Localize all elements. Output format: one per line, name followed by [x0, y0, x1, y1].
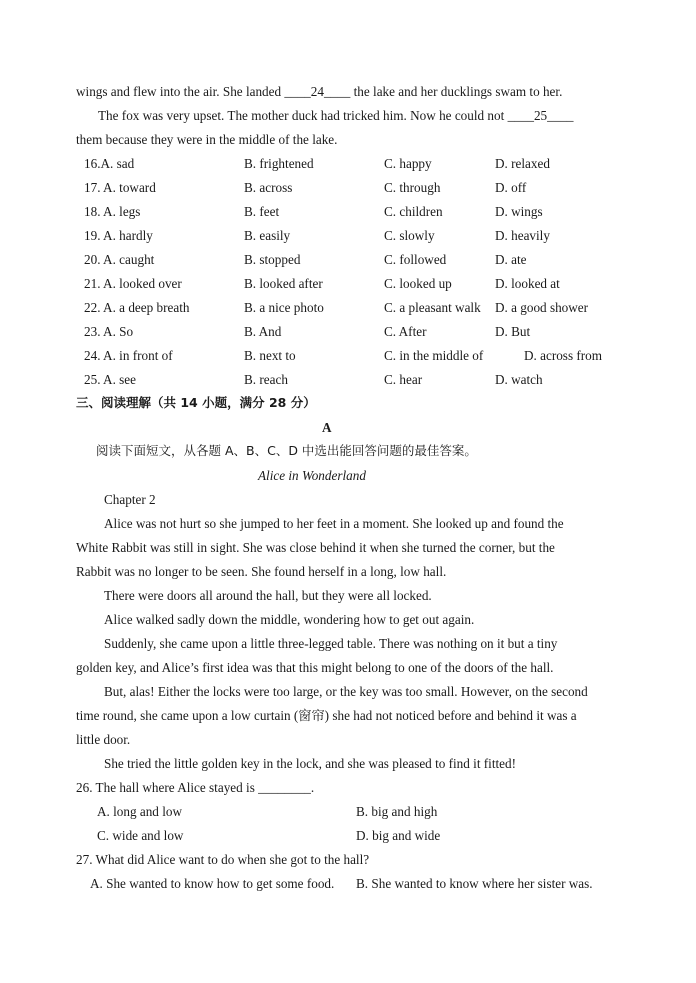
- story-line: But, alas! Either the locks were too large, or the key was too small. However, on the second: [104, 684, 588, 699]
- answer-option: D. big and wide: [356, 828, 441, 843]
- option-b: B. feet: [244, 204, 280, 219]
- option-c: C. hear: [384, 372, 423, 387]
- passage-line: wings and flew into the air. She landed ____24____ the lake and her ducklings swam to her.: [76, 84, 563, 99]
- option-b: B. a nice photo: [244, 300, 324, 315]
- option-a: 19. A. hardly: [84, 228, 153, 243]
- option-b: B. looked after: [244, 276, 323, 291]
- story-line: Suddenly, she came upon a little three-legged table. There was nothing on it but a tiny: [104, 636, 558, 651]
- story-title: Alice in Wonderland: [258, 468, 366, 483]
- option-a: 21. A. looked over: [84, 276, 182, 291]
- option-a: 16.A. sad: [84, 156, 135, 171]
- passage-line: them because they were in the middle of the lake.: [76, 132, 338, 147]
- answer-option: C. wide and low: [97, 828, 184, 843]
- story-line: little door.: [76, 732, 131, 747]
- passage-line: The fox was very upset. The mother duck had tricked him. Now he could not ____25____: [98, 108, 574, 123]
- option-d: D. across from: [524, 348, 603, 363]
- option-d: D. wings: [495, 204, 543, 219]
- story-line: Alice walked sadly down the middle, wondering how to get out again.: [104, 612, 475, 627]
- option-c: C. in the middle of: [384, 348, 484, 363]
- story-line: Rabbit was no longer to be seen. She found herself in a long, low hall.: [76, 564, 447, 579]
- option-b: B. stopped: [244, 252, 301, 267]
- chapter-label: Chapter 2: [104, 492, 156, 507]
- option-c: C. children: [384, 204, 443, 219]
- story-line: White Rabbit was still in sight. She was close behind it when she turned the corner, but the: [76, 540, 555, 555]
- option-d: D. off: [495, 180, 527, 195]
- option-d: D. a good shower: [495, 300, 589, 315]
- option-d: D. watch: [495, 372, 543, 387]
- option-b: B. next to: [244, 348, 296, 363]
- story-line: Alice was not hurt so she jumped to her feet in a moment. She looked up and found the: [104, 516, 564, 531]
- story-line: time round, she came upon a low curtain (窗帘) she had not noticed before and behind it was a: [76, 708, 577, 723]
- option-a: 22. A. a deep breath: [84, 300, 190, 315]
- option-b: B. easily: [244, 228, 291, 243]
- option-a: 17. A. toward: [84, 180, 156, 195]
- option-b: B. reach: [244, 372, 288, 387]
- option-d: D. relaxed: [495, 156, 550, 171]
- option-c: C. looked up: [384, 276, 452, 291]
- option-a: 20. A. caught: [84, 252, 155, 267]
- story-line: There were doors all around the hall, but they were all locked.: [104, 588, 432, 603]
- option-a: 23. A. So: [84, 324, 134, 339]
- option-c: C. followed: [384, 252, 447, 267]
- part-label: A: [322, 420, 332, 435]
- option-a: 25. A. see: [84, 372, 137, 387]
- story-line: golden key, and Alice’s first idea was that this might belong to one of the doors of the hall.: [76, 660, 554, 675]
- option-c: C. slowly: [384, 228, 435, 243]
- answer-option: A. She wanted to know how to get some food.: [90, 876, 335, 891]
- option-d: D. But: [495, 324, 531, 339]
- option-a: 24. A. in front of: [84, 348, 173, 363]
- option-c: C. through: [384, 180, 441, 195]
- answer-option: B. big and high: [356, 804, 438, 819]
- question-26: 26. The hall where Alice stayed is ________.: [76, 780, 315, 795]
- answer-option: B. She wanted to know where her sister was.: [356, 876, 593, 891]
- option-c: C. a pleasant walk: [384, 300, 481, 315]
- option-d: D. looked at: [495, 276, 560, 291]
- option-d: D. heavily: [495, 228, 550, 243]
- question-27: 27. What did Alice want to do when she got to the hall?: [76, 852, 370, 867]
- section-heading: 三、阅读理解（共 14 小题，满分 28 分）: [76, 395, 316, 410]
- story-line: She tried the little golden key in the lock, and she was pleased to find it fitted!: [104, 756, 517, 771]
- answer-option: A. long and low: [97, 804, 182, 819]
- option-b: B. across: [244, 180, 293, 195]
- option-d: D. ate: [495, 252, 527, 267]
- instruction: 阅读下面短文，从各题 A、B、C、D 中选出能回答问题的最佳答案。: [96, 443, 477, 458]
- option-a: 18. A. legs: [84, 204, 141, 219]
- option-b: B. frightened: [244, 156, 314, 171]
- option-c: C. happy: [384, 156, 432, 171]
- option-c: C. After: [384, 324, 427, 339]
- option-b: B. And: [244, 324, 282, 339]
